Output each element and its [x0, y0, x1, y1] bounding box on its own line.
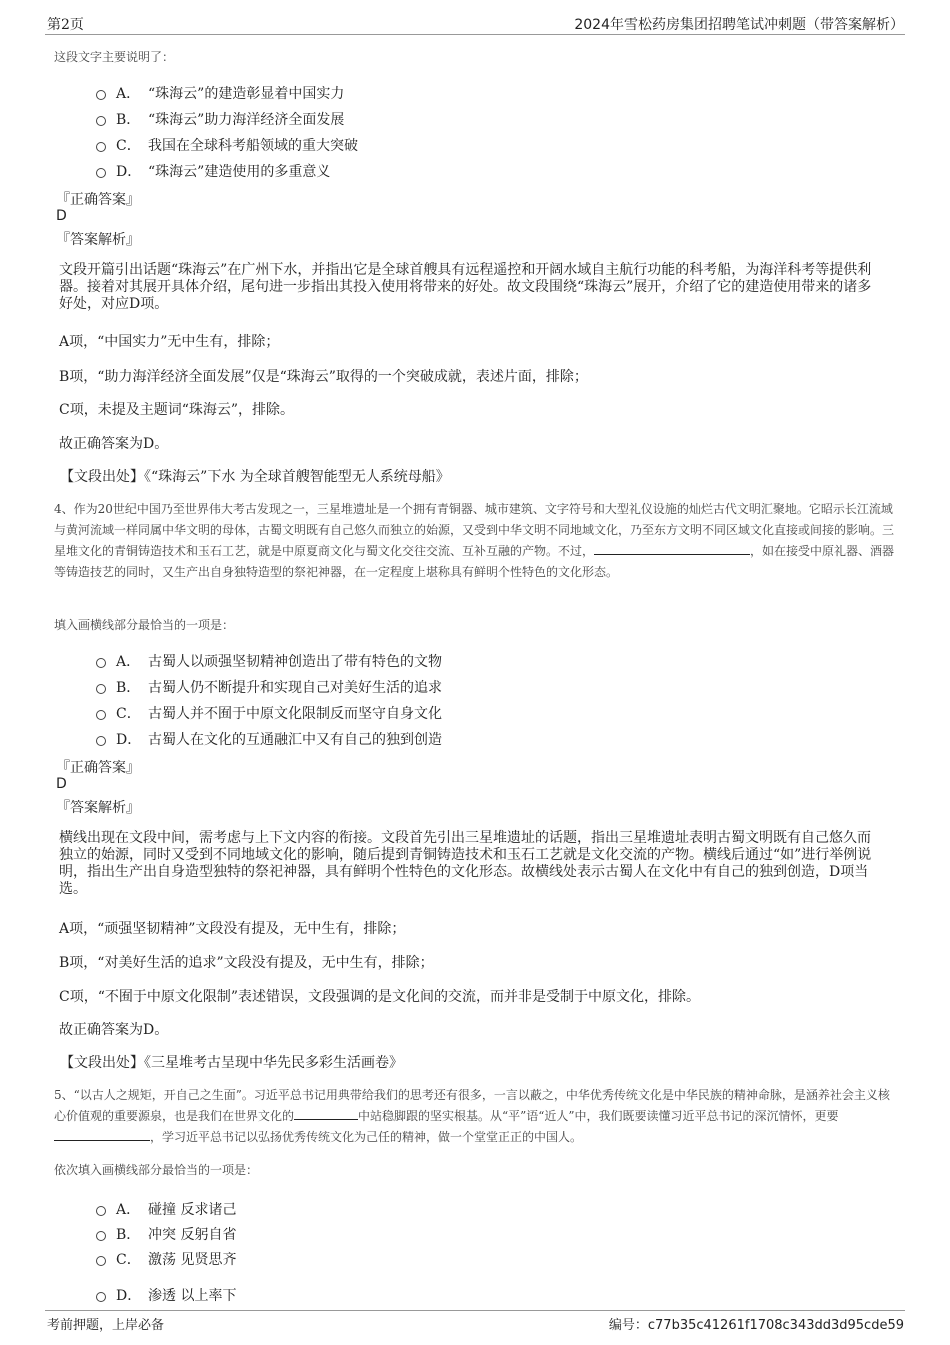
q5-stem: 5、“以古人之规矩，开自己之生面”。习近平总书记用典带给我们的思考还有很多，一言以蔽之，中华优秀传统文化是中华民族的精神命脉，是涵养社会主义核心价值观的重要源泉，也是我们在世界文化的 中站稳脚跟的坚实根基。从“平”语“近人”中，我们既要读懂习近平总书记的深沉情怀，更要，学习近平总书记以弘扬优秀传统文化为己任的精神，做一个堂堂正正的中国人。	[54, 1088, 890, 1144]
q5-blank-2	[54, 1128, 150, 1141]
q5-prompt: 依次填入画横线部分最恰当的一项是：	[54, 1163, 259, 1177]
q4-stem: 4、作为20世纪中国乃至世界伟大考古发现之一，三星堆遗址是一个拥有青铜器、城市建筑、文字符号和大型礼仪设施的灿烂古代文明汇聚地。它昭示长江流域与黄河流域一样同属中华文明的母体，古蜀文明既有自己悠久而独立的始源，又受到中华文明不同地域文化，乃至东方文明不同区域文化直接或间接的影响。三星堆文化的青铜铸造技术和玉石工艺，就是中原夏商文化与蜀文化交往交流、互补互融的产物。不过， ，如在接受中原礼器、酒器等铸造技艺的同时，又生产出自身独特造型的祭祀神器，在一定程度上堪称具有鲜明个性特色的文化形态。	[54, 502, 895, 579]
q3-prompt: 这段文字主要说明了：	[54, 50, 175, 64]
q5-option-b[interactable]: B． 冲突 反躬自省	[96, 1224, 236, 1244]
q5-option-d[interactable]: D． 渗透 以上率下	[96, 1285, 236, 1305]
footer-divider	[45, 1310, 905, 1311]
q3-source: 【文段出处】《“珠海云”下水 为全球首艘智能型无人系统母船》	[60, 469, 450, 485]
q3-analysis-label: 『答案解析』	[56, 232, 140, 248]
q4-conclusion: 故正确答案为D。	[59, 1022, 169, 1038]
q4-prompt: 填入画横线部分最恰当的一项是：	[54, 618, 235, 632]
q3-analysis-line-a: A项，“中国实力”无中生有，排除；	[59, 334, 280, 350]
q3-option-b[interactable]: B． “珠海云”助力海洋经济全面发展	[96, 109, 344, 129]
q5-blank-1	[294, 1107, 358, 1120]
radio-icon[interactable]	[96, 710, 106, 720]
q4-analysis-line-c: C项，“不囿于中原文化限制”表述错误，文段强调的是文化间的交流，而并非是受制于中原文化，排除。	[59, 989, 701, 1005]
document-title: 2024年雪松药房集团招聘笔试冲刺题（带答案解析）	[574, 17, 904, 33]
q4-correct-answer-label: 『正确答案』	[56, 760, 140, 776]
q4-option-b[interactable]: B． 古蜀人仍不断提升和实现自己对美好生活的追求	[96, 677, 442, 697]
radio-icon[interactable]	[96, 1231, 106, 1241]
q3-option-d[interactable]: D． “珠海云”建造使用的多重意义	[96, 161, 330, 181]
q3-answer: D	[56, 208, 67, 224]
radio-icon[interactable]	[96, 116, 106, 126]
q3-analysis: 文段开篇引出话题“珠海云”在广州下水，并指出它是全球首艘具有远程遥控和开阔水域自主航行功能的科考船，为海洋科考等提供利器。接着对其展开具体介绍，尾句进一步指出其投入使用将带来的好处。故文段围绕“珠海云”展开，介绍了它的建造使用带来的诸多好处，对应D项。	[59, 262, 872, 312]
radio-icon[interactable]	[96, 658, 106, 668]
q4-option-c[interactable]: C． 古蜀人并不囿于中原文化限制反而坚守自身文化	[96, 703, 442, 723]
page-number: 第2页	[47, 17, 84, 33]
q4-option-a[interactable]: A． 古蜀人以顽强坚韧精神创造出了带有特色的文物	[96, 651, 442, 671]
q4-analysis-label: 『答案解析』	[56, 800, 140, 816]
q3-correct-answer-label: 『正确答案』	[56, 192, 140, 208]
radio-icon[interactable]	[96, 142, 106, 152]
q3-conclusion: 故正确答案为D。	[59, 436, 169, 452]
q4-analysis-line-a: A项，“顽强坚韧精神”文段没有提及，无中生有，排除；	[59, 921, 406, 937]
q3-option-a[interactable]: A． “珠海云”的建造彰显着中国实力	[96, 83, 344, 103]
radio-icon[interactable]	[96, 168, 106, 178]
footer-slogan: 考前押题，上岸必备	[47, 1318, 165, 1333]
q3-option-c[interactable]: C． 我国在全球科考船领域的重大突破	[96, 135, 358, 155]
q5-option-a[interactable]: A． 碰撞 反求诸己	[96, 1199, 236, 1219]
q5-option-c[interactable]: C． 激荡 见贤思齐	[96, 1249, 236, 1269]
q4-answer: D	[56, 776, 67, 792]
radio-icon[interactable]	[96, 1256, 106, 1266]
q4-blank	[594, 542, 750, 555]
q4-analysis: 横线出现在文段中间，需考虑与上下文内容的衔接。文段首先引出三星堆遗址的话题，指出三星堆遗址表明古蜀文明既有自己悠久而独立的始源，同时又受到不同地域文化的影响，随后提到青铜铸造技术和玉石工艺就是文化交流的产物。横线后通过“如”进行举例说明，指出生产出自身造型独特的祭祀神器，具有鲜明个性特色的文化形态。故横线处表示古蜀人在文化中有自己的独到创造，D项当选。	[59, 830, 872, 897]
radio-icon[interactable]	[96, 1292, 106, 1302]
q4-option-d[interactable]: D． 古蜀人在文化的互通融汇中又有自己的独到创造	[96, 729, 442, 749]
q3-analysis-line-b: B项，“助力海洋经济全面发展”仅是“珠海云”取得的一个突破成就，表述片面，排除；	[59, 369, 588, 385]
radio-icon[interactable]	[96, 90, 106, 100]
q3-analysis-line-c: C项，未提及主题词“珠海云”，排除。	[59, 402, 295, 418]
document-id: 编号：c77b35c41261f1708c343dd3d95cde59	[608, 1318, 904, 1333]
header-divider	[45, 34, 905, 35]
q4-analysis-line-b: B项，“对美好生活的追求”文段没有提及，无中生有，排除；	[59, 955, 434, 971]
radio-icon[interactable]	[96, 736, 106, 746]
radio-icon[interactable]	[96, 1206, 106, 1216]
q4-source: 【文段出处】《三星堆考古呈现中华先民多彩生活画卷》	[60, 1055, 403, 1071]
radio-icon[interactable]	[96, 684, 106, 694]
